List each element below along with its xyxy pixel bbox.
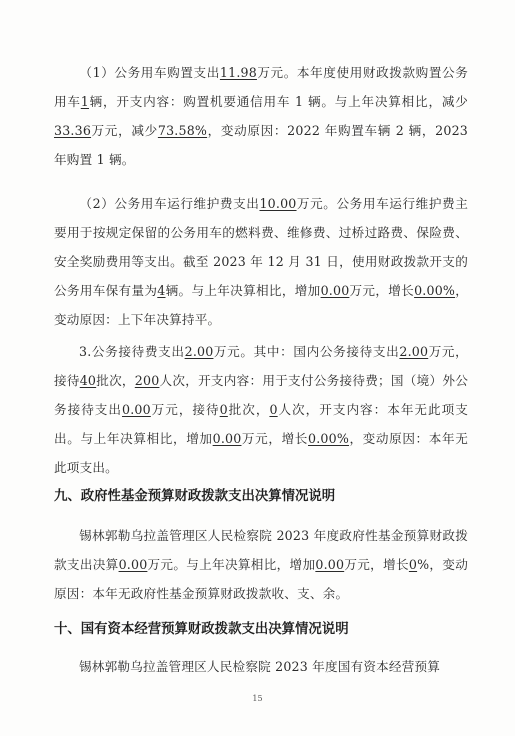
text: ，变动原因：2022 年购置车辆 2 辆，2023 年购置 1 辆。 [54, 123, 468, 167]
section-heading-10: 十、国有资本经营预算财政拨款支出决算情况说明 [54, 622, 349, 637]
text: 人次，开支内容：用于支付公务接待费；国（境）外公务接待支出 [54, 373, 468, 417]
text: 万元。公务用车运行维护费主要用于按规定保留的公务用车的燃料费、维修费、过桥过路费、保险费、安全奖励费用等支出。截至 2023 年 12 月 31 日，使用财政拨款开支的公务用车保有量为 [54, 196, 468, 298]
text: 锡林郭勒乌拉盖管理区人民检察院 2023 年度国有资本经营预算 [79, 659, 441, 674]
text: 万元，增长 [344, 557, 409, 572]
amount: 0.00 [320, 283, 350, 298]
amount: 40 [79, 373, 97, 388]
amount: 0.00% [414, 283, 456, 298]
text: 万元。与上年决算相比，增加 [147, 557, 316, 572]
amount: 2.00 [184, 344, 214, 359]
paragraph-vehicle-maintenance [54, 189, 468, 334]
paragraph-vehicle-purchase [54, 58, 468, 174]
amount: 10.00 [259, 196, 297, 211]
text: 锡林郭勒乌拉盖管理区人民检察院 2023 年度政府性基金预算财政拨款支出决算 [54, 528, 468, 572]
text: 人次，开支内容：本年无此项支出。与上年决算相比，增加 [54, 402, 469, 446]
text: 万元，减少 [91, 123, 158, 138]
amount: 0.00 [212, 431, 242, 446]
amount: 0.00 [121, 402, 151, 417]
text: 批次， [96, 373, 135, 388]
paragraph-reception [54, 337, 468, 482]
paragraph-state-capital [54, 652, 468, 681]
amount: 0.00 [315, 557, 345, 572]
amount: 0 [408, 557, 418, 572]
text: 万元。本年度使用财政拨款购置公务用车 [54, 65, 468, 109]
text: ，变动原因：上下年决算持平。 [54, 283, 469, 327]
text: 辆。与上年决算相比，增加 [165, 283, 321, 298]
text: 3.公务接待费支出 [79, 344, 185, 359]
amount: 0 [219, 402, 228, 417]
text: 万元，增长 [241, 431, 309, 446]
amount: 73.58% [157, 123, 208, 138]
text: 万元，增长 [349, 283, 415, 298]
text: 万元，接待 [150, 402, 220, 417]
section-heading-9: 九、政府性基金预算财政拨款支出决算情况说明 [54, 489, 336, 504]
text: %，变动原因：本年无政府性基金预算财政拨款收、支、余。 [54, 557, 468, 601]
text: （1）公务用车购置支出 [79, 65, 220, 80]
page-number: 15 [252, 694, 263, 703]
text: 万元。其中：国内公务接待支出 [213, 344, 400, 359]
amount: 2.00 [399, 344, 429, 359]
text: 辆，开支内容：购置机要通信用车 1 辆。与上年决算相比，减少 [88, 94, 468, 109]
text: （2）公务用车运行维护费支出 [79, 196, 260, 211]
amount: 0.00% [308, 431, 350, 446]
amount: 11.98 [219, 65, 257, 80]
text: ，变动原因：本年无此项支出。 [54, 431, 469, 475]
text: 批次， [227, 402, 270, 417]
amount: 200 [134, 373, 160, 388]
amount: 1 [80, 94, 89, 109]
amount: 4 [157, 283, 166, 298]
text: 万元，接待 [54, 344, 468, 388]
paragraph-government-fund [54, 521, 468, 608]
amount: 33.36 [54, 123, 92, 138]
amount: 0.00 [118, 557, 148, 572]
amount: 0 [269, 402, 278, 417]
